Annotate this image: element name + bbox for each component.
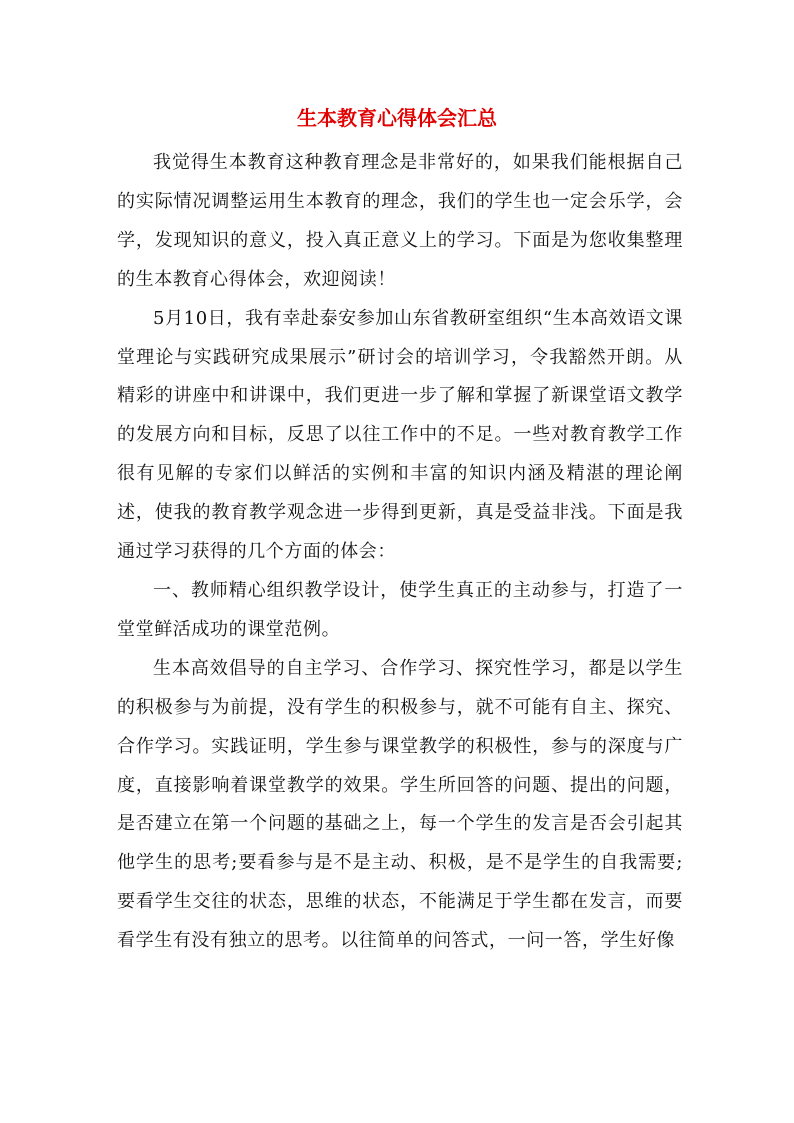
paragraph-intro: 我觉得生本教育这种教育理念是非常好的，如果我们能根据自己的实际情况调整运用生本教育的理念，我们的学生也一定会乐学，会学，发现知识的意义，投入真正意义上的学习。下面是为您收集整理的生本教育心得体会，欢迎阅读！ (117, 152, 683, 290)
paragraph-participation: 生本高效倡导的自主学习、合作学习、探究性学习，都是以学生的积极参与为前提，没有学生的积极参与，就不可能有自主、探究、合作学习。实践证明，学生参与课堂教学的积极性，参与的深度与广度，直接影响着课堂教学的效果。学生所回答的问题、提出的问题，是否建立在第一个问题的基础之上，每一个学生的发言是否会引起其他学生的思考;要看参与是不是主动、积极，是不是学生的自我需要;要看学生交往的状态，思维的状态，不能满足于学生都在发言，而要看学生有没有独立的思考。以往简单的问答式，一问一答，学生好像 (117, 657, 683, 952)
paragraph-point-one: 一、教师精心组织教学设计，使学生真正的主动参与，打造了一堂堂鲜活成功的课堂范例。 (117, 579, 683, 640)
document-title: 生本教育心得体会汇总 (297, 106, 497, 130)
paragraph-seminar: 5月10日，我有幸赴泰安参加山东省教研室组织“生本高效语文课堂理论与实践研究成果展示”研讨会的培训学习，令我豁然开朗。从精彩的讲座中和讲课中，我们更进一步了解和掌握了新课堂语文教学的发展方向和目标，反思了以往工作中的不足。一些对教育教学工作很有见解的专家们以鲜活的实例和丰富的知识内涵及精湛的理论阐述，使我的教育教学观念进一步得到更新，真是受益非浅。下面是我通过学习获得的几个方面的体会： (117, 307, 683, 563)
document-body (117, 144, 683, 961)
